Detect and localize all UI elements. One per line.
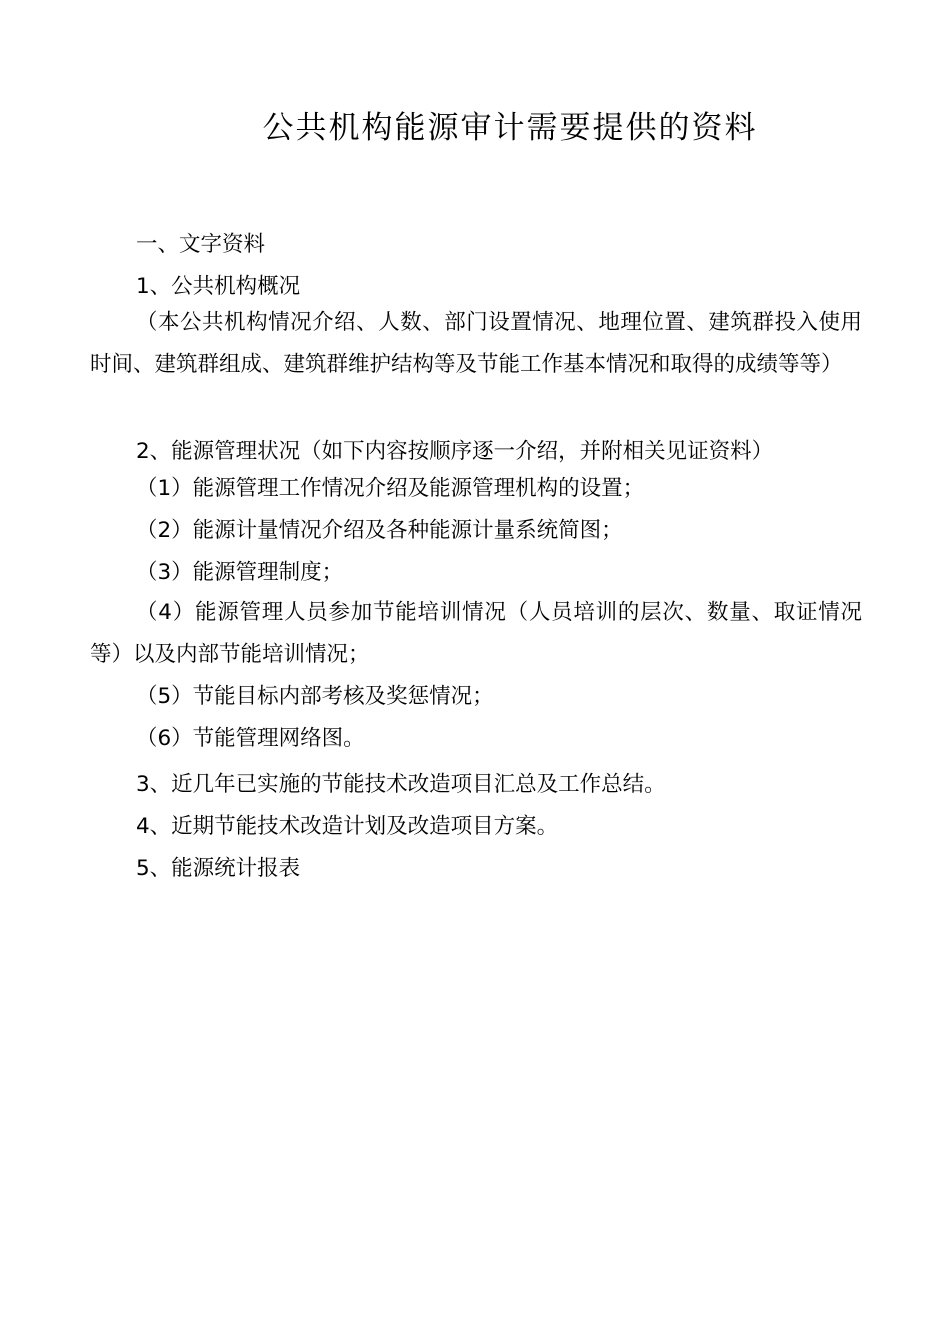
item-3: 3、近几年已实施的节能技术改造项目汇总及工作总结。 <box>136 772 666 797</box>
item-5: 5、能源统计报表 <box>136 856 301 881</box>
subitem-1: （1）能源管理工作情况介绍及能源管理机构的设置； <box>136 476 645 501</box>
item-1-description: （本公共机构情况介绍、人数、部门设置情况、地理位置、建筑群投入使用时间、建筑群组成、建筑群维护结构等及节能工作基本情况和取得的成绩等等） <box>90 310 862 377</box>
subitem-3: （3）能源管理制度； <box>136 560 344 585</box>
section-heading: 一、文字资料 <box>136 232 266 257</box>
subitem-4: （4）能源管理人员参加节能培训情况（人员培训的层次、数量、取证情况等）以及内部节能培训情况； <box>90 600 862 667</box>
item-4: 4、近期节能技术改造计划及改造项目方案。 <box>136 814 559 839</box>
subitem-2: （2）能源计量情况介绍及各种能源计量系统简图； <box>136 518 623 543</box>
subitem-6: （6）节能管理网络图。 <box>136 726 365 751</box>
item-2-label: 2、能源管理状况（如下内容按顺序逐一介绍，并附相关见证资料） <box>136 439 774 464</box>
item-1-label: 1、公共机构概况 <box>136 274 301 299</box>
subitem-5: （5）节能目标内部考核及奖惩情况； <box>136 684 494 709</box>
document-title: 公共机构能源审计需要提供的资料 <box>262 110 758 146</box>
